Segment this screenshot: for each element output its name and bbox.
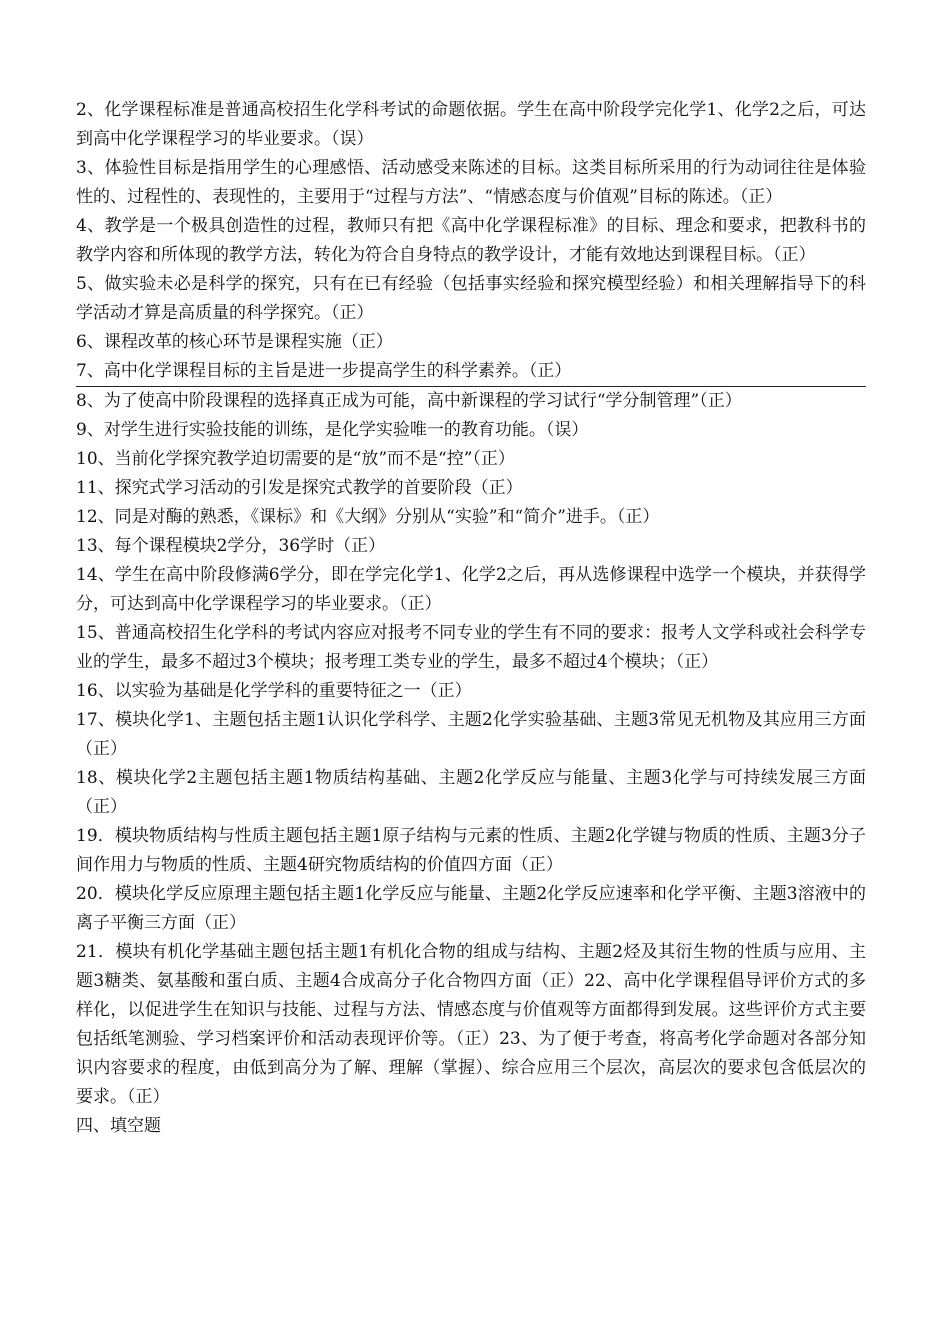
question-4: 4、教学是一个极具创造性的过程，教师只有把《高中化学课程标准》的目标、理念和要求，把教科书的教学内容和所体现的教学方法，转化为符合自身特点的教学设计，才能有效地达到课程目标。（正） (76, 216, 866, 265)
question-21-23: 21．模块有机化学基础主题包括主题1有机化合物的组成与结构、主题2烃及其衍生物的性质与应用、主题3糖类、氨基酸和蛋白质、主题4合成高分子化合物四方面（正）22、高中化学课程倡导评价方式的多样化，以促进学生在知识与技能、过程与方法、情感态度与价值观等方面都得到发展。这些评价方式主要包括纸笔测验、学习档案评价和活动表现评价等。（正）23、为了便于考查，将高考化学命题对各部分知识内容要求的程度，由低到高分为了解、理解（掌握）、综合应用三个层次，高层次的要求包含低层次的要求。（正） (76, 942, 866, 1107)
question-6: 6、课程改革的核心环节是课程实施（正） (76, 332, 393, 352)
question-9: 9、对学生进行实验技能的训练，是化学实验唯一的教育功能。（误） (76, 420, 589, 440)
question-20: 20．模块化学反应原理主题包括主题1化学反应与能量、主题2化学反应速率和化学平衡、主题3溶液中的离子平衡三方面（正） (76, 884, 866, 933)
question-19: 19．模块物质结构与性质主题包括主题1原子结构与元素的性质、主题2化学键与物质的性质、主题3分子间作用力与物质的性质、主题4研究物质结构的价值四方面（正） (76, 826, 866, 875)
section-heading-fill-in: 四、填空题 (76, 1116, 161, 1136)
question-13: 13、每个课程模块2学分，36学时（正） (76, 536, 386, 556)
question-12: 12、同是对酶的熟悉，《课标》和《大纲》分别从“实验”和“简介”进手。（正） (76, 507, 660, 527)
question-3: 3、体验性目标是指用学生的心理感悟、活动感受来陈述的目标。这类目标所采用的行为动词往往是体验性的、过程性的、表现性的，主要用于“过程与方法”、“情感态度与价值观”目标的陈述。（正） (76, 158, 866, 207)
question-15: 15、普通高校招生化学科的考试内容应对报考不同专业的学生有不同的要求：报考人文学科或社会科学专业的学生，最多不超过3个模块；报考理工类专业的学生，最多不超过4个模块；（正） (76, 623, 866, 672)
question-14: 14、学生在高中阶段修满6学分，即在学完化学1、化学2之后，再从选修课程中选学一个模块，并获得学分，可达到高中化学课程学习的毕业要求。（正） (76, 565, 866, 614)
question-18: 18、模块化学2主题包括主题1物质结构基础、主题2化学反应与能量、主题3化学与可持续发展三方面（正） (76, 768, 866, 817)
question-10: 10、当前化学探究教学迫切需要的是“放”而不是“控”（正） (76, 449, 515, 469)
question-2: 2、化学课程标准是普通高校招生化学科考试的命题依据。学生在高中阶段学完化学1、化学2之后，可达到高中化学课程学习的毕业要求。（误） (76, 100, 866, 149)
question-7: 7、高中化学课程目标的主旨是进一步提高学生的科学素养。（正） (76, 361, 572, 381)
question-16: 16、以实验为基础是化学学科的重要特征之一（正） (76, 681, 472, 701)
question-8: 8、为了使高中阶段课程的选择真正成为可能，高中新课程的学习试行“学分制管理”（正） (76, 391, 742, 411)
document-body (76, 96, 866, 1141)
question-11: 11、探究式学习活动的引发是探究式教学的首要阶段（正） (76, 478, 523, 498)
question-17: 17、模块化学1、主题包括主题1认识化学科学、主题2化学实验基础、主题3常见无机物及其应用三方面（正） (76, 710, 866, 759)
question-5: 5、做实验未必是科学的探究，只有在已有经验（包括事实经验和探究模型经验）和相关理解指导下的科学活动才算是高质量的科学探究。（正） (76, 274, 866, 323)
